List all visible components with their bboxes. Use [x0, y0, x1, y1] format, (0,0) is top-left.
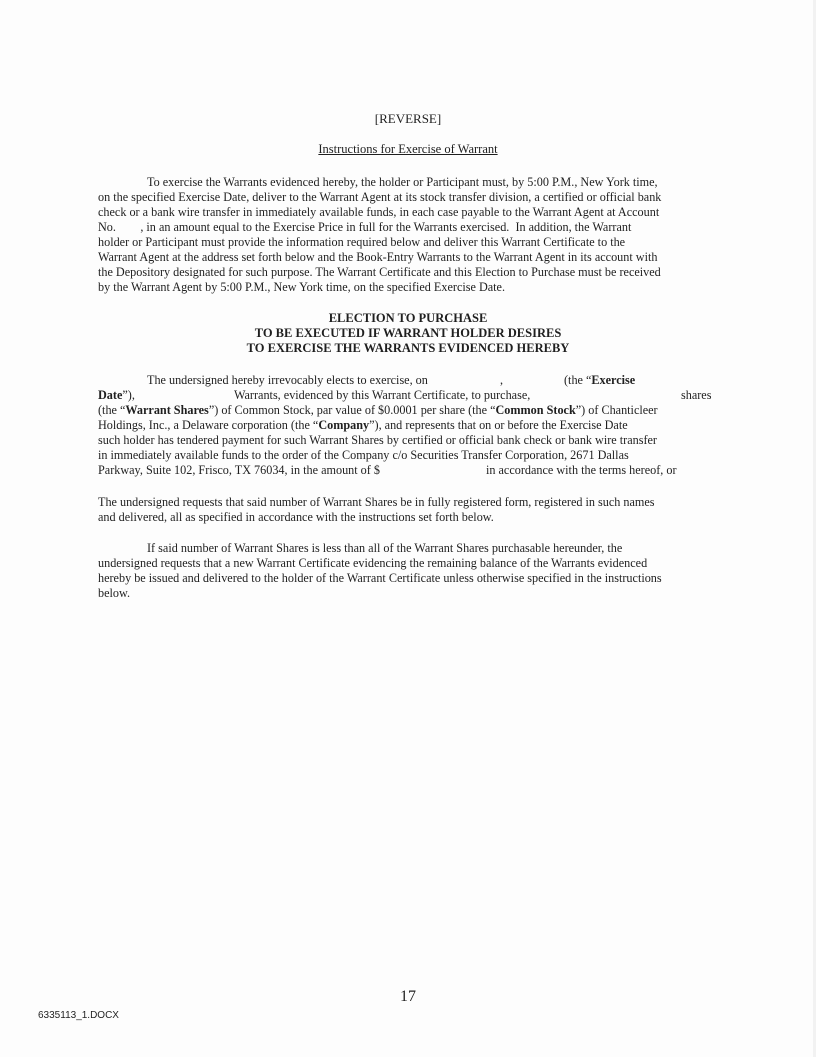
election-line: Holdings, Inc., a Delaware corporation (the “Company”), and represents that on or before the Exercise Date: [98, 418, 628, 432]
instructions-line: To exercise the Warrants evidenced hereby, the holder or Participant must, by 5:00 P.M., New York time,: [147, 175, 658, 189]
instructions-line: holder or Participant must provide the information required below and deliver this Warrant Certificate to the: [98, 235, 626, 249]
instructions-line: by the Warrant Agent by 5:00 P.M., New York time, on the specified Exercise Date.: [98, 280, 505, 294]
election-heading: TO EXERCISE THE WARRANTS EVIDENCED HEREBY: [246, 341, 570, 355]
election-line: ,: [500, 373, 504, 387]
election-line: undersigned requests that a new Warrant Certificate evidencing the remaining balance of the Warrants evidenced: [98, 556, 648, 570]
election-heading: ELECTION TO PURCHASE: [328, 311, 488, 325]
election-line: in immediately available funds to the order of the Company c/o Securities Transfer Corporation, 2671 Dallas: [98, 448, 629, 462]
instructions-line: check or a bank wire transfer in immediately available funds, in each case payable to the Warrant Agent at Account: [98, 205, 660, 219]
instructions-title: Instructions for Exercise of Warrant: [318, 142, 498, 156]
election-line: The undersigned hereby irrevocably elects to exercise, on: [147, 373, 428, 387]
election-line: and delivered, all as specified in accordance with the instructions set forth below.: [98, 510, 494, 524]
document-id: 6335113_1.DOCX: [38, 1010, 119, 1021]
election-line: such holder has tendered payment for such Warrant Shares by certified or official bank check or bank wire transfer: [98, 433, 657, 447]
page-number: 17: [400, 988, 416, 1005]
election-line: The undersigned requests that said number of Warrant Shares be in fully registered form, registered in such names: [98, 495, 655, 509]
reverse-label: [REVERSE]: [374, 111, 442, 126]
election-line: Warrants, evidenced by this Warrant Certificate, to purchase,: [234, 388, 531, 402]
instructions-line: No. , in an amount equal to the Exercise Price in full for the Warrants exercised. In addition, the Warrant: [98, 220, 632, 234]
election-line: (the “Warrant Shares”) of Common Stock, par value of $0.0001 per share (the “Common Stock”) of Chanticleer: [98, 403, 658, 417]
instructions-line: Warrant Agent at the address set forth below and the Book-Entry Warrants to the Warrant Agent in its account with: [98, 250, 658, 264]
election-line: hereby be issued and delivered to the holder of the Warrant Certificate unless otherwise specified in the instructions: [98, 571, 662, 585]
election-line: If said number of Warrant Shares is less than all of the Warrant Shares purchasable hereunder, the: [147, 541, 623, 555]
election-line: Parkway, Suite 102, Frisco, TX 76034, in the amount of $: [98, 463, 380, 477]
election-heading: TO BE EXECUTED IF WARRANT HOLDER DESIRES: [254, 326, 562, 340]
election-line: in accordance with the terms hereof, or: [486, 463, 677, 477]
instructions-line: the Depository designated for such purpose. The Warrant Certificate and this Election to Purchase must be received: [98, 265, 661, 279]
instructions-line: on the specified Exercise Date, deliver to the Warrant Agent at its stock transfer division, a certified or official bank: [98, 190, 662, 204]
election-line: (the “Exercise: [564, 373, 636, 387]
election-line: below.: [98, 586, 131, 600]
election-line: shares: [681, 388, 712, 402]
election-line: Date”),: [98, 388, 135, 402]
